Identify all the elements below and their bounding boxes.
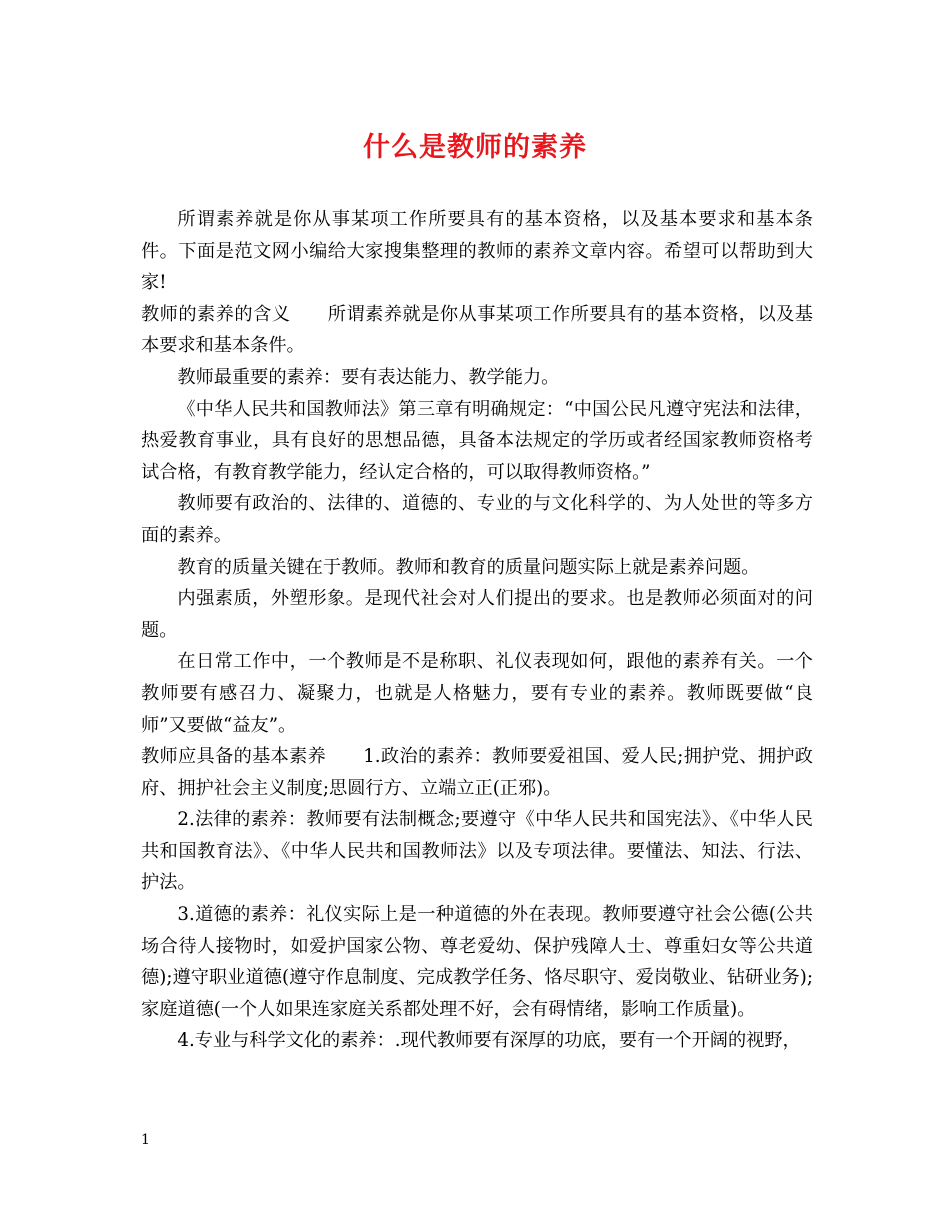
paragraph: 在日常工作中，一个教师是不是称职、礼仪表现如何，跟他的素养有关。一个教师要有感召力、凝聚力，也就是人格魅力，要有专业的素养。教师既要做“良师”又要做“益友”。 <box>141 651 813 736</box>
paragraph: 所谓素养就是你从事某项工作所要具有的基本资格，以及基本要求和基本条件。下面是范文网小编给大家搜集整理的教师的素养文章内容。希望可以帮助到大家! <box>141 209 813 294</box>
paragraph: 教育的质量关键在于教师。教师和教育的质量问题实际上就是素养问题。 <box>177 556 760 578</box>
paragraph: 教师应具备的基本素养 1.政治的素养：教师要爱祖国、爱人民;拥护党、拥护政府、拥护社会主义制度;思圆行方、立端立正(正邪)。 <box>141 746 813 799</box>
paragraph: 3.道德的素养：礼仪实际上是一种道德的外在表现。教师要遵守社会公德(公共场合待人接物时，如爱护国家公物、尊老爱幼、保护残障人士、尊重妇女等公共道德);遵守职业道德(遵守作息制度、完成教学任务、恪尽职守、爱岗敬业、钻研业务);家庭道德(一个人如果连家庭关系都处理不好，会有碍情绪，影响工作质量)。 <box>141 904 813 1020</box>
page-number: 1 <box>141 1132 150 1148</box>
paragraph: 4.专业与科学文化的素养：.现代教师要有深厚的功底，要有一个开阔的视野， <box>177 1030 801 1052</box>
page-title: 什么是教师的素养 <box>363 132 587 163</box>
paragraph: 内强素质，外塑形象。是现代社会对人们提出的要求。也是教师必须面对的问题。 <box>141 588 813 641</box>
document-body <box>141 204 813 1057</box>
paragraph: 《中华人民共和国教师法》第三章有明确规定：“中国公民凡遵守宪法和法律，热爱教育事业，具有良好的思想品德，具备本法规定的学历或者经国家教师资格考试合格，有教育教学能力，经认定合格的，可以取得教师资格。” <box>141 398 813 483</box>
paragraph: 教师要有政治的、法律的、道德的、专业的与文化科学的、为人处世的等多方面的素养。 <box>141 493 813 546</box>
paragraph: 教师最重要的素养：要有表达能力、教学能力。 <box>177 366 560 388</box>
paragraph: 2.法律的素养：教师要有法制概念;要遵守《中华人民共和国宪法》、《中华人民共和国教育法》、《中华人民共和国教师法》以及专项法律。要懂法、知法、行法、护法。 <box>141 809 813 894</box>
paragraph: 教师的素养的含义 所谓素养就是你从事某项工作所要具有的基本资格，以及基本要求和基本条件。 <box>141 303 813 357</box>
